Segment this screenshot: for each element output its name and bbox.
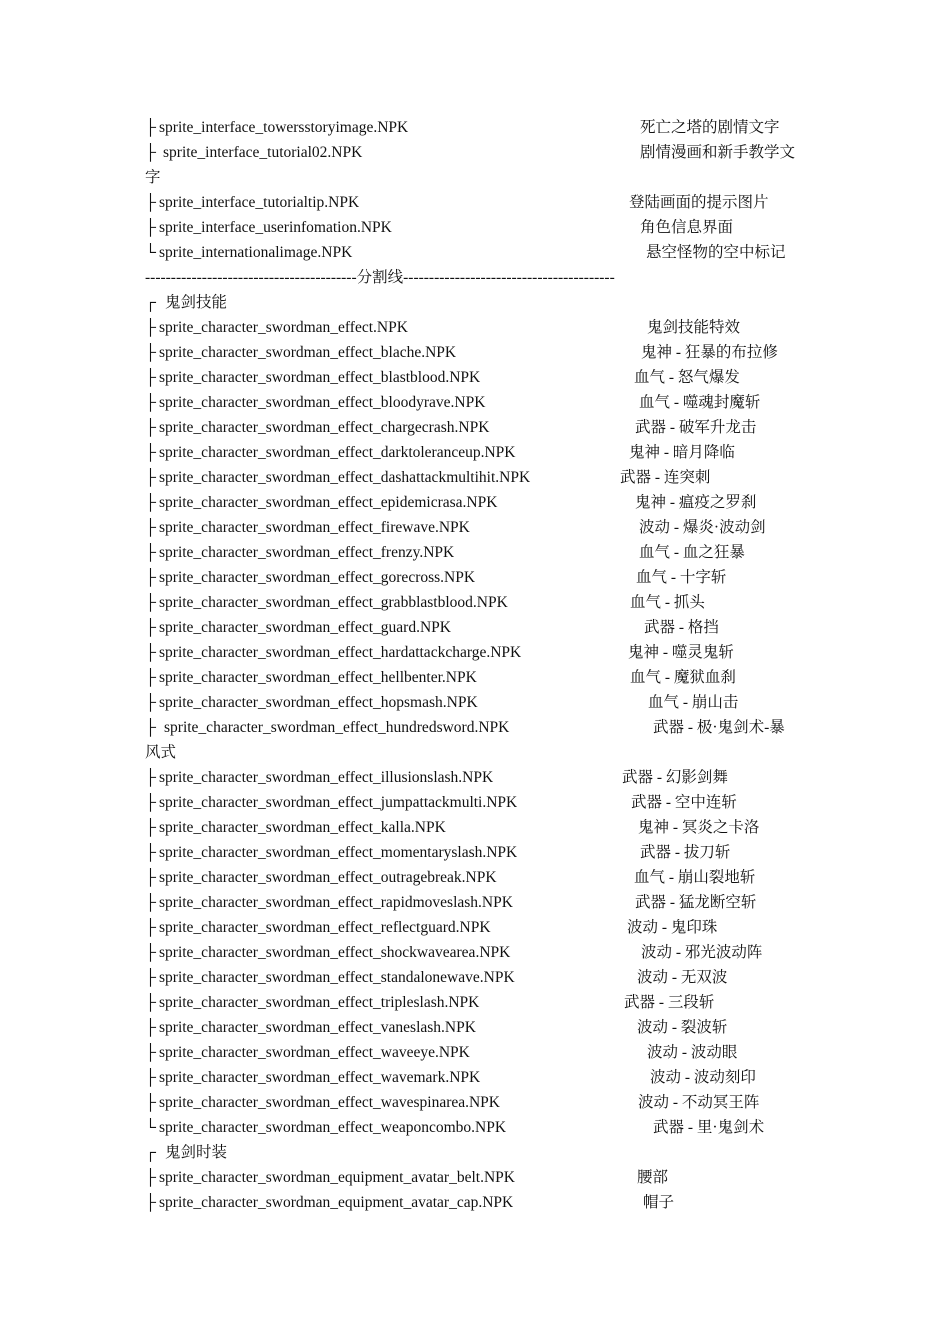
file-name: sprite_character_swordman_effect_rapidmoveslash.NPK — [159, 894, 513, 911]
file-name: sprite_character_swordman_effect_shockwavearea.NPK — [159, 944, 511, 961]
file-description: 鬼神 - 冥炎之卡洛 — [638, 819, 760, 836]
file-name: sprite_interface_userinfomation.NPK — [159, 219, 392, 236]
section-title: 鬼剑技能 — [165, 294, 228, 311]
file-description: 武器 - 格挡 — [644, 619, 719, 636]
file-entry — [145, 815, 815, 840]
file-entry — [145, 415, 815, 440]
tree-branch: ├ — [145, 1094, 156, 1111]
file-description: 角色信息界面 — [640, 219, 734, 236]
tree-branch: ├ — [145, 319, 156, 336]
file-description: 波动 - 无双波 — [637, 969, 728, 986]
file-description: 鬼剑技能特效 — [647, 319, 741, 336]
file-entry — [145, 690, 815, 715]
tree-branch: ├ — [145, 969, 156, 986]
tree-branch: ├ — [145, 819, 156, 836]
tree-branch: ├ — [145, 544, 156, 561]
file-entry — [145, 190, 815, 215]
file-name: sprite_character_swordman_effect_frenzy.NPK — [159, 544, 455, 561]
file-name: sprite_character_swordman_effect_vaneslash.NPK — [159, 1019, 476, 1036]
file-entry — [145, 465, 815, 490]
file-name: sprite_character_swordman_effect_bloodyrave.NPK — [159, 394, 486, 411]
file-entry — [145, 615, 815, 640]
file-entry — [145, 865, 815, 890]
file-description: 血气 - 崩山击 — [648, 694, 739, 711]
file-entry — [145, 1090, 815, 1115]
file-entry — [145, 540, 815, 565]
file-name: sprite_character_swordman_effect_kalla.NPK — [159, 819, 446, 836]
file-name: sprite_character_swordman_equipment_avatar_belt.NPK — [159, 1169, 515, 1186]
tree-branch: ├ — [145, 1169, 156, 1186]
file-description: 武器 - 猛龙断空斩 — [635, 894, 757, 911]
tree-branch: ├ — [145, 119, 156, 136]
tree-branch: ├ — [145, 219, 156, 236]
file-entry — [145, 990, 815, 1015]
file-description: 剧情漫画和新手教学文 — [640, 144, 796, 161]
tree-branch: ├ — [145, 619, 156, 636]
file-entry — [145, 340, 815, 365]
file-entry — [145, 240, 815, 265]
file-name: sprite_character_swordman_effect_grabblastblood.NPK — [159, 594, 508, 611]
tree-branch: └ — [145, 1119, 156, 1136]
file-name: sprite_character_swordman_effect_illusionslash.NPK — [159, 769, 494, 786]
file-name: sprite_character_swordman_effect_wavespinarea.NPK — [159, 1094, 500, 1111]
file-entry — [145, 590, 815, 615]
file-description: 波动 - 波动刻印 — [650, 1069, 756, 1086]
tree-branch: ├ — [145, 1019, 156, 1036]
file-entry — [145, 1040, 815, 1065]
file-name: sprite_character_swordman_effect_dashattackmultihit.NPK — [159, 469, 531, 486]
description-continuation: 字 — [145, 169, 161, 186]
file-name: sprite_character_swordman_effect_momentaryslash.NPK — [159, 844, 518, 861]
file-name: sprite_character_swordman_effect_reflectguard.NPK — [159, 919, 491, 936]
tree-branch: ├ — [145, 469, 156, 486]
file-description: 波动 - 邪光波动阵 — [641, 944, 763, 961]
file-description: 腰部 — [637, 1169, 669, 1186]
file-name: sprite_character_swordman_effect_standalonewave.NPK — [159, 969, 515, 986]
file-name: sprite_character_swordman_effect.NPK — [159, 319, 408, 336]
file-description: 鬼神 - 噬灵鬼斩 — [628, 644, 734, 661]
tree-branch: ├ — [145, 394, 156, 411]
file-entry — [145, 1165, 815, 1190]
divider-line: -----------------------------------------分割线----------------------------------------- — [145, 269, 615, 286]
file-entry — [145, 790, 815, 815]
tree-branch: ├ — [145, 494, 156, 511]
file-name: sprite_character_swordman_effect_hellbenter.NPK — [159, 669, 477, 686]
file-name: sprite_interface_towersstoryimage.NPK — [159, 119, 409, 136]
file-name: sprite_character_swordman_effect_hundredsword.NPK — [164, 719, 510, 736]
tree-branch: ├ — [145, 419, 156, 436]
file-description: 鬼神 - 瘟疫之罗刹 — [635, 494, 757, 511]
file-description: 鬼神 - 暗月降临 — [629, 444, 735, 461]
file-entry — [145, 315, 815, 340]
file-description: 波动 - 爆炎·波动剑 — [639, 519, 766, 536]
section-heading — [145, 290, 815, 315]
file-name: sprite_character_swordman_effect_chargecrash.NPK — [159, 419, 490, 436]
file-name: sprite_character_swordman_equipment_avatar_cap.NPK — [159, 1194, 514, 1211]
file-name: sprite_internationalimage.NPK — [159, 244, 353, 261]
file-description: 血气 - 十字斩 — [636, 569, 727, 586]
tree-branch: ├ — [145, 344, 156, 361]
file-description: 血气 - 血之狂暴 — [639, 544, 745, 561]
file-entry — [145, 440, 815, 465]
file-entry — [145, 890, 815, 915]
file-description: 血气 - 噬魂封魔斩 — [639, 394, 761, 411]
file-description: 武器 - 破军升龙击 — [635, 419, 757, 436]
file-description: 武器 - 拔刀斩 — [640, 844, 731, 861]
tree-branch: ├ — [145, 519, 156, 536]
file-entry — [145, 140, 815, 165]
file-name: sprite_character_swordman_effect_hardattackcharge.NPK — [159, 644, 522, 661]
tree-branch: └ — [145, 244, 156, 261]
file-entry — [145, 115, 815, 140]
section-title: 鬼剑时装 — [165, 1144, 228, 1161]
file-entry — [145, 565, 815, 590]
file-name: sprite_character_swordman_effect_weaponcombo.NPK — [159, 1119, 507, 1136]
tree-branch: ├ — [145, 444, 156, 461]
file-entry — [145, 715, 815, 740]
file-description: 波动 - 波动眼 — [647, 1044, 738, 1061]
file-name: sprite_character_swordman_effect_darktoleranceup.NPK — [159, 444, 516, 461]
tree-branch: ├ — [145, 644, 156, 661]
file-description: 血气 - 抓头 — [630, 594, 705, 611]
file-entry — [145, 1115, 815, 1140]
tree-branch: ├ — [145, 144, 156, 161]
description-continuation: 风式 — [145, 744, 177, 761]
tree-branch: ├ — [145, 719, 156, 736]
section-heading — [145, 1140, 815, 1165]
tree-branch: ├ — [145, 769, 156, 786]
tree-branch: ├ — [145, 919, 156, 936]
file-description: 武器 - 连突刺 — [620, 469, 711, 486]
file-entry — [145, 940, 815, 965]
tree-branch: ├ — [145, 1044, 156, 1061]
file-description: 波动 - 不动冥王阵 — [638, 1094, 760, 1111]
file-entry — [145, 965, 815, 990]
file-name: sprite_character_swordman_effect_firewave.NPK — [159, 519, 470, 536]
file-entry — [145, 490, 815, 515]
file-name: sprite_character_swordman_effect_hopsmash.NPK — [159, 694, 478, 711]
tree-branch: ├ — [145, 669, 156, 686]
file-entry — [145, 665, 815, 690]
file-name: sprite_character_swordman_effect_guard.NPK — [159, 619, 451, 636]
file-name: sprite_character_swordman_effect_gorecross.NPK — [159, 569, 476, 586]
file-description: 悬空怪物的空中标记 — [646, 244, 786, 261]
file-entry — [145, 1015, 815, 1040]
file-entry — [145, 1190, 815, 1215]
file-description: 登陆画面的提示图片 — [629, 194, 769, 211]
file-entry — [145, 1065, 815, 1090]
tree-branch: ├ — [145, 369, 156, 386]
file-description: 武器 - 三段斩 — [624, 994, 715, 1011]
file-entry — [145, 215, 815, 240]
file-name: sprite_character_swordman_effect_epidemicrasa.NPK — [159, 494, 498, 511]
file-description: 血气 - 崩山裂地斩 — [634, 869, 756, 886]
tree-branch: ├ — [145, 1194, 156, 1211]
tree-branch: ├ — [145, 194, 156, 211]
file-description: 鬼神 - 狂暴的布拉修 — [641, 344, 778, 361]
tree-branch: ├ — [145, 569, 156, 586]
file-entry — [145, 765, 815, 790]
file-description: 死亡之塔的剧情文字 — [640, 119, 780, 136]
file-entry — [145, 840, 815, 865]
file-entry — [145, 365, 815, 390]
file-entry — [145, 515, 815, 540]
file-entry — [145, 915, 815, 940]
file-description: 武器 - 极·鬼剑术-暴 — [653, 719, 785, 736]
file-name: sprite_character_swordman_effect_tripleslash.NPK — [159, 994, 480, 1011]
tree-branch: ├ — [145, 944, 156, 961]
file-description: 武器 - 幻影剑舞 — [622, 769, 728, 786]
file-entry — [145, 390, 815, 415]
file-name: sprite_interface_tutorial02.NPK — [163, 144, 363, 161]
file-description: 武器 - 空中连斩 — [631, 794, 737, 811]
file-description: 波动 - 裂波斩 — [637, 1019, 728, 1036]
file-name: sprite_character_swordman_effect_outragebreak.NPK — [159, 869, 497, 886]
file-name: sprite_character_swordman_effect_wavemark.NPK — [159, 1069, 481, 1086]
file-name: sprite_character_swordman_effect_waveeye.NPK — [159, 1044, 470, 1061]
file-description: 血气 - 魔狱血刹 — [630, 669, 736, 686]
tree-branch: ├ — [145, 694, 156, 711]
tree-branch: ├ — [145, 894, 156, 911]
tree-branch: ├ — [145, 844, 156, 861]
tree-branch: ├ — [145, 869, 156, 886]
file-name: sprite_character_swordman_effect_jumpattackmulti.NPK — [159, 794, 518, 811]
tree-branch: ├ — [145, 594, 156, 611]
tree-branch: ┌ — [145, 294, 156, 311]
file-name: sprite_interface_tutorialtip.NPK — [159, 194, 360, 211]
file-entry — [145, 640, 815, 665]
tree-branch: ├ — [145, 794, 156, 811]
tree-branch: ├ — [145, 1069, 156, 1086]
file-name: sprite_character_swordman_effect_blache.NPK — [159, 344, 457, 361]
file-description: 血气 - 怒气爆发 — [634, 369, 740, 386]
tree-branch: ├ — [145, 994, 156, 1011]
file-description: 波动 - 鬼印珠 — [627, 919, 718, 936]
file-name: sprite_character_swordman_effect_blastblood.NPK — [159, 369, 481, 386]
file-description: 武器 - 里·鬼剑术 — [653, 1119, 765, 1136]
tree-branch: ┌ — [145, 1144, 156, 1161]
file-description: 帽子 — [643, 1194, 675, 1211]
